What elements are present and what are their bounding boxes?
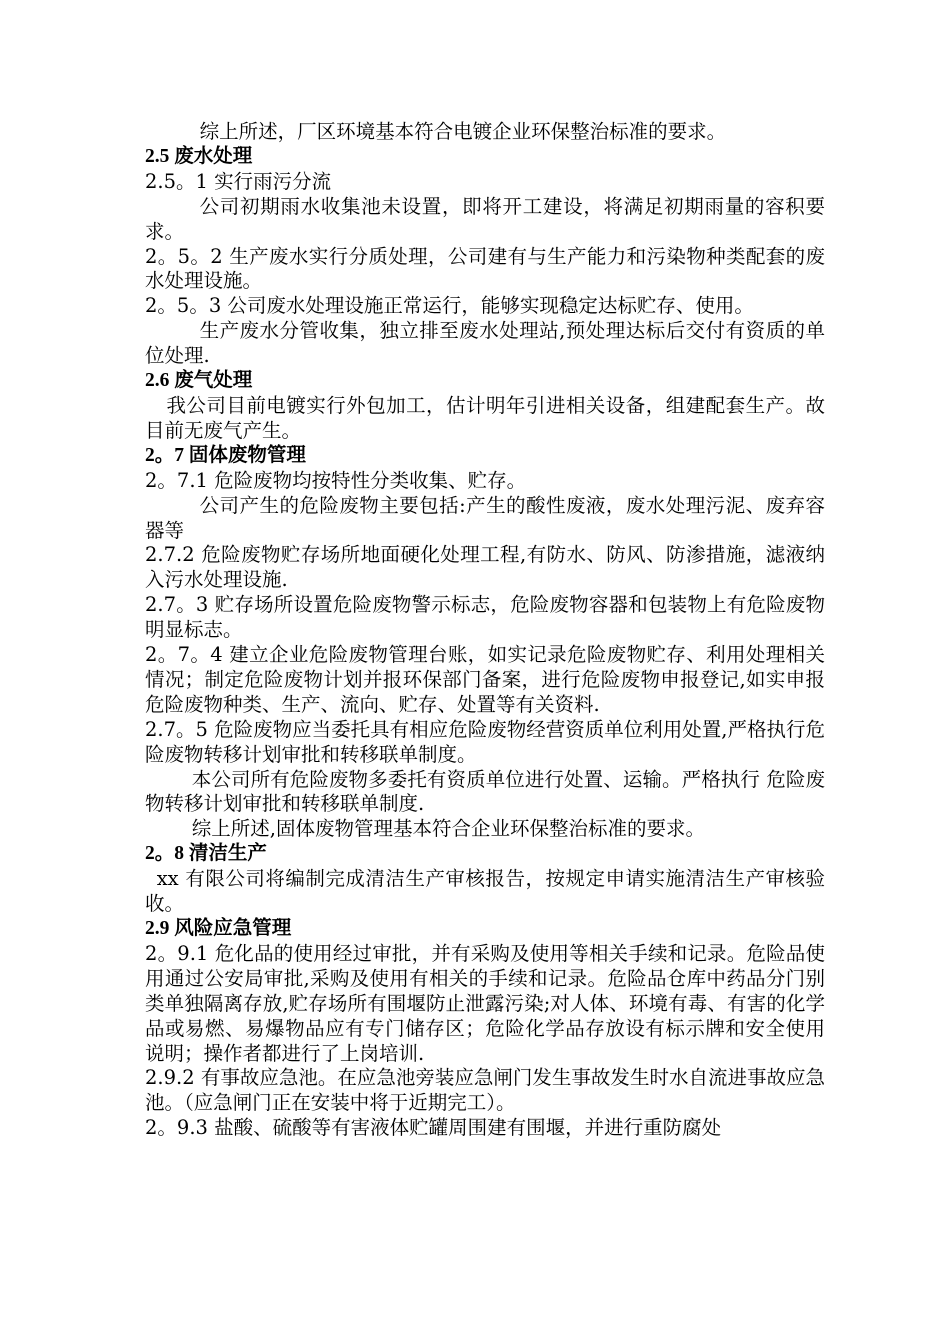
paragraph: 2。9.1 危化品的使用经过审批，并有采购及使用等相关手续和记录。危险品使用通过公安局审批,采购及使用有相关的手续和记录。危险品仓库中药品分门别类单独隔离存放,贮存场所有围堰防止泄露污染;对人体、环境有毒、有害的化学品或易燃、易爆物品应有专门储存区；危险化学品存放设有标示牌和安全使用说明；操作者都进行了上岗培训. — [145, 941, 825, 1065]
section-heading: 2。7 固体废物管理 — [145, 444, 306, 466]
paragraph: 2.7。5 危险废物应当委托具有相应危险废物经营资质单位利用处置,严格执行危险废物转移计划审批和转移联单制度。 — [145, 717, 825, 766]
paragraph: 我公司目前电镀实行外包加工，估计明年引进相关设备，组建配套生产。故目前无废气产生。 — [145, 393, 825, 442]
paragraph: 生产废水分管收集，独立排至废水处理站,预处理达标后交付有资质的单位处理. — [145, 319, 825, 368]
paragraph: 本公司所有危险废物多委托有资质单位进行处置、运输。严格执行 危险废物转移计划审批和转移联单制度. — [145, 767, 825, 816]
paragraph: 2.5。1 实行雨污分流 — [145, 169, 332, 193]
paragraph: 2。9.3 盐酸、硫酸等有害液体贮罐周围建有围堰，并进行重防腐处 — [145, 1116, 722, 1140]
paragraph: 2.7。3 贮存场所设置危险废物警示标志，危险废物容器和包装物上有危险废物明显标志。 — [145, 593, 825, 642]
section-heading: 2.5 废水处理 — [145, 145, 253, 167]
section-heading: 2。8 清洁生产 — [145, 843, 267, 865]
paragraph: xx 有限公司将编制完成清洁生产审核报告，按规定申请实施清洁生产审核验收。 — [145, 867, 825, 916]
paragraph: 2。7。4 建立企业危险废物管理台账，如实记录危险废物贮存、利用处理相关情况；制定危险废物计划并报环保部门备案，进行危险废物申报登记,如实申报危险废物种类、生产、流向、贮存、处置等有关资料. — [145, 643, 825, 716]
paragraph: 2.7.2 危险废物贮存场所地面硬化处理工程,有防水、防风、防渗措施，滤液纳入污水处理设施. — [145, 543, 825, 592]
paragraph: 公司产生的危险废物主要包括:产生的酸性废液，废水处理污泥、废弃容器等 — [145, 493, 825, 542]
section-heading: 2.6 废气处理 — [145, 370, 253, 392]
paragraph: 2。7.1 危险废物均按特性分类收集、贮存。 — [145, 468, 527, 492]
paragraph: 公司初期雨水收集池未设置，即将开工建设，将满足初期雨量的容积要求。 — [145, 194, 825, 243]
paragraph: 综上所述,固体废物管理基本符合企业环保整治标准的要求。 — [191, 817, 705, 841]
document-body — [145, 120, 825, 1141]
paragraph: 2.9.2 有事故应急池。在应急池旁装应急闸门发生事故发生时水自流进事故应急池。（应急闸门正在安装中将于近期完工）。 — [145, 1066, 825, 1115]
paragraph: 2。5。3 公司废水处理设施正常运行，能够实现稳定达标贮存、使用。 — [145, 294, 754, 318]
paragraph: 综上所述，厂区环境基本符合电镀企业环保整治标准的要求。 — [199, 120, 727, 143]
paragraph: 2。5。2 生产废水实行分质处理，公司建有与生产能力和污染物种类配套的废水处理设施。 — [145, 244, 825, 293]
section-heading: 2.9 风险应急管理 — [145, 918, 292, 939]
